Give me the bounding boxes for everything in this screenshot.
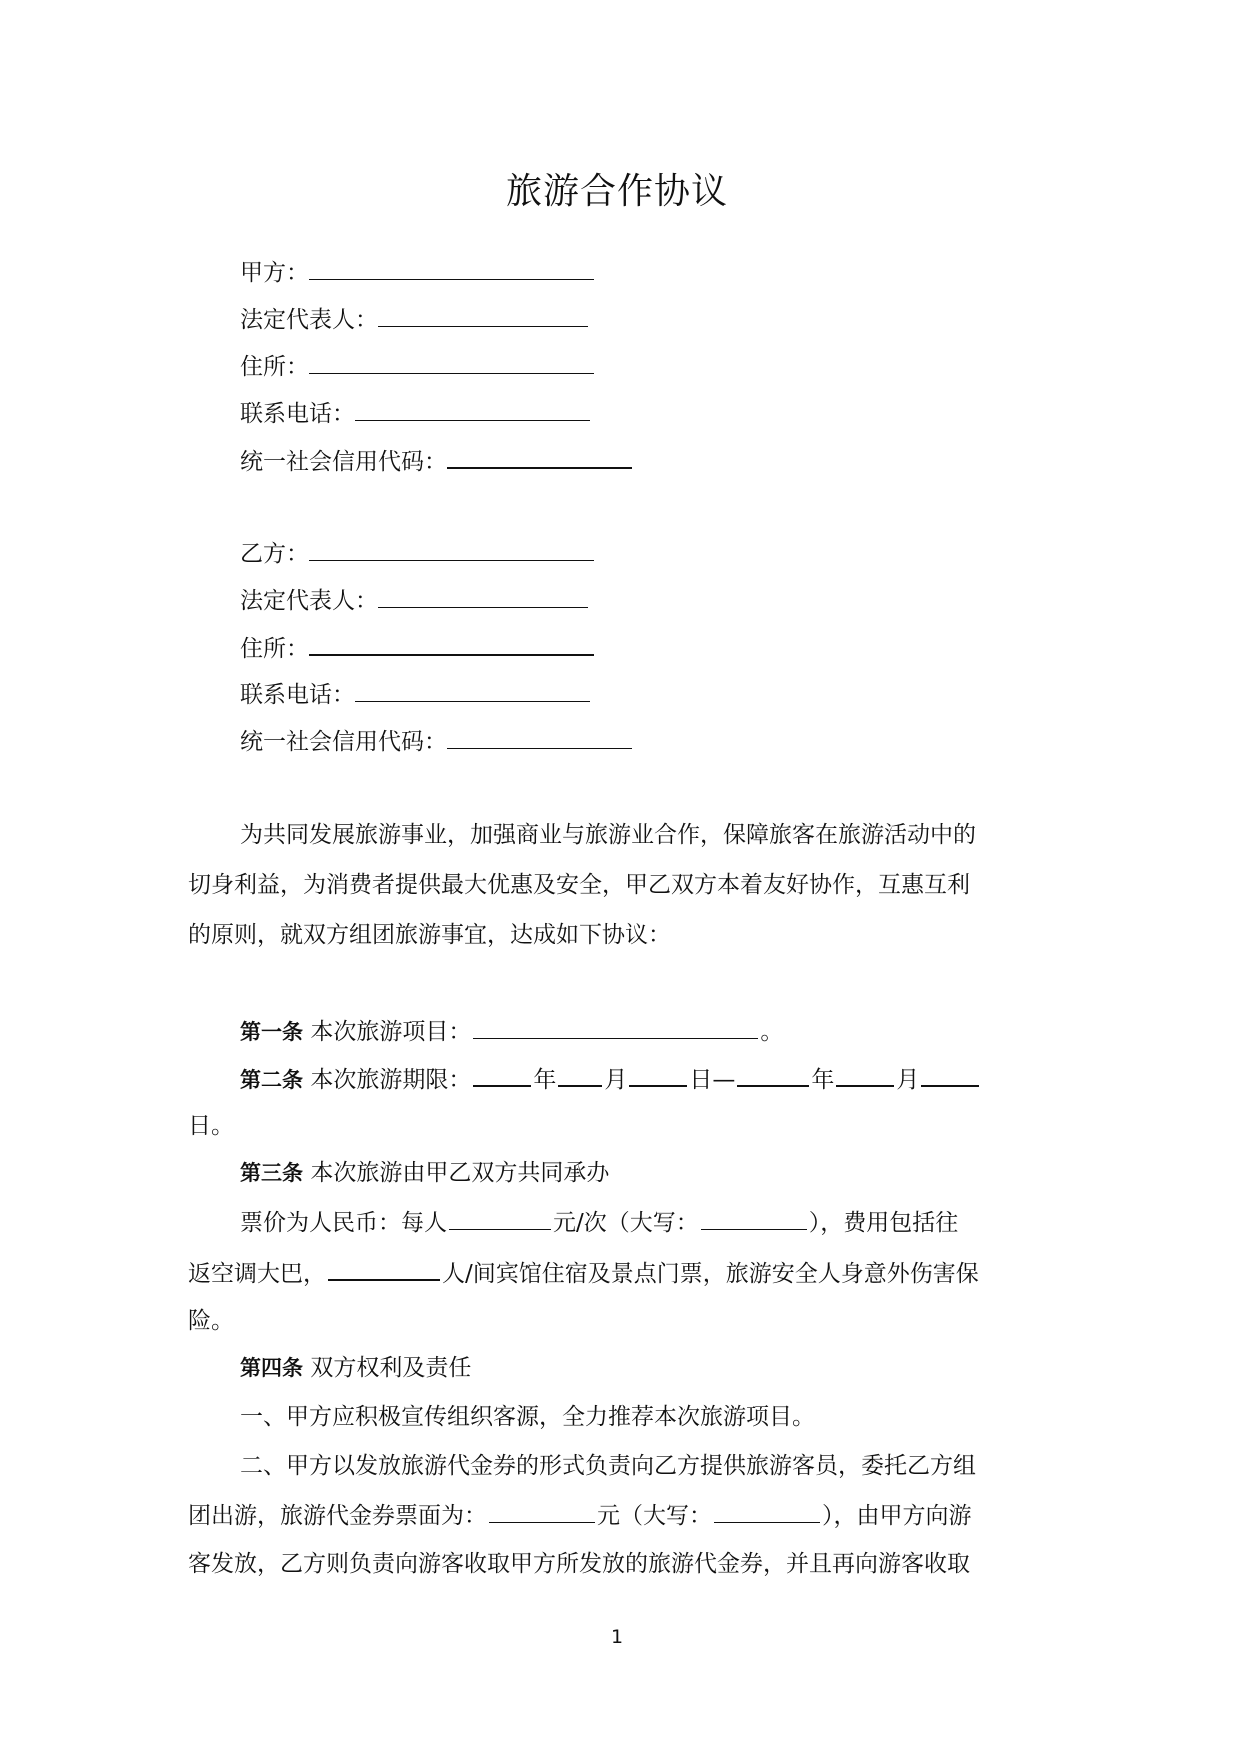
article-1-text: 本次旅游项目： <box>310 1019 472 1045</box>
article-2-text: 本次旅游期限： <box>310 1067 472 1093</box>
party-a-address-blank[interactable] <box>309 351 594 374</box>
article-4-heading: 第四条 <box>240 1356 303 1380</box>
party-b-name-blank[interactable] <box>309 538 594 561</box>
article-2-end-day-blank[interactable] <box>921 1063 979 1087</box>
article-3-price-uppercase-blank[interactable] <box>701 1207 807 1230</box>
article-2-day-dash-label: 日— <box>689 1067 736 1093</box>
article-4-voucher-label: 团出游，旅游代金券票面为： <box>188 1503 487 1529</box>
article-4 <box>240 1353 471 1383</box>
article-4-voucher-unit: 元（大写： <box>597 1503 712 1529</box>
page-number: 1 <box>610 1626 624 1648</box>
party-a-rep-label: 法定代表人： <box>240 307 378 333</box>
party-a-credit-code <box>240 445 632 477</box>
article-3-price-label: 票价为人民币：每人 <box>240 1210 447 1236</box>
article-2-start-year-blank[interactable] <box>473 1063 531 1087</box>
article-2-month2-label: 月 <box>896 1067 920 1093</box>
article-4-voucher-tail: ），由甲方向游 <box>822 1503 972 1529</box>
article-1-heading: 第一条 <box>240 1020 303 1044</box>
article-2-end-month-blank[interactable] <box>836 1063 894 1087</box>
party-b-credit-code <box>240 726 632 757</box>
preamble-line-1: 为共同发展旅游事业，加强商业与旅游业合作，保障旅客在旅游活动中的 <box>240 822 976 848</box>
party-a-address <box>240 351 594 382</box>
document-title: 旅游合作协议 <box>505 171 728 212</box>
article-3-heading: 第三条 <box>240 1161 303 1185</box>
article-3-text: 本次旅游由甲乙双方共同承办 <box>310 1160 610 1186</box>
article-2-month-label: 月 <box>604 1067 628 1093</box>
article-2-start-month-blank[interactable] <box>558 1063 602 1087</box>
article-4-item-2-line-2 <box>188 1500 972 1531</box>
article-3-bus-label: 返空调大巴， <box>188 1261 326 1287</box>
party-a-name <box>240 257 594 288</box>
party-b-phone-label: 联系电话： <box>240 682 355 708</box>
party-b-rep-label: 法定代表人： <box>240 588 378 614</box>
party-b-name-label: 乙方： <box>240 541 309 567</box>
article-3-room-blank[interactable] <box>328 1257 440 1281</box>
party-a-credit-label: 统一社会信用代码： <box>240 449 447 475</box>
party-b-rep <box>240 585 588 616</box>
party-a-rep-blank[interactable] <box>378 304 588 327</box>
article-3-price-unit: 元/次（大写： <box>553 1210 699 1236</box>
party-b-address-blank[interactable] <box>309 632 594 656</box>
preamble-line-3: 的原则，就双方组团旅游事宜，达成如下协议： <box>188 922 671 948</box>
article-1-project-blank[interactable] <box>473 1016 758 1039</box>
article-4-text: 双方权利及责任 <box>310 1355 472 1381</box>
article-4-voucher-uppercase-blank[interactable] <box>714 1500 820 1523</box>
article-3-price-blank[interactable] <box>449 1207 551 1230</box>
party-a-phone-label: 联系电话： <box>240 401 355 427</box>
article-3-price-tail: ），费用包括往 <box>808 1210 959 1236</box>
article-3-line-2 <box>188 1257 979 1289</box>
party-b-address <box>240 632 594 664</box>
article-3-price-line <box>240 1207 958 1238</box>
preamble-line-2: 切身利益，为消费者提供最大优惠及安全，甲乙双方本着友好协作，互惠互利 <box>188 872 970 898</box>
article-3 <box>240 1158 609 1188</box>
party-b-address-label: 住所： <box>240 636 309 662</box>
party-b-credit-blank[interactable] <box>447 726 632 749</box>
article-4-item-2-line-3: 客发放，乙方则负责向游客收取甲方所发放的旅游代金券，并且再向游客收取 <box>188 1551 970 1577</box>
article-2-continuation: 日。 <box>188 1113 234 1139</box>
party-a-rep <box>240 304 588 335</box>
article-3-line-3: 险。 <box>188 1308 234 1334</box>
party-b-phone <box>240 679 590 710</box>
article-1 <box>240 1016 783 1047</box>
article-4-voucher-amount-blank[interactable] <box>489 1500 595 1523</box>
article-2 <box>240 1063 981 1095</box>
article-2-year-label: 年 <box>533 1067 557 1093</box>
article-2-end-year-blank[interactable] <box>737 1063 809 1087</box>
party-a-credit-blank[interactable] <box>447 445 632 469</box>
party-a-name-blank[interactable] <box>309 257 594 280</box>
article-3-room-text: 人/间宾馆住宿及景点门票，旅游安全人身意外伤害保 <box>442 1261 979 1287</box>
party-b-phone-blank[interactable] <box>355 679 590 702</box>
article-2-heading: 第二条 <box>240 1068 303 1092</box>
party-a-name-label: 甲方： <box>240 260 309 286</box>
article-2-year2-label: 年 <box>811 1067 835 1093</box>
article-4-item-2-line-1: 二、甲方以发放旅游代金券的形式负责向乙方提供旅游客员，委托乙方组 <box>240 1453 976 1479</box>
party-a-address-label: 住所： <box>240 354 309 380</box>
article-4-item-1: 一、甲方应积极宣传组织客源，全力推荐本次旅游项目。 <box>240 1404 815 1430</box>
party-a-phone <box>240 398 590 429</box>
article-2-start-day-blank[interactable] <box>629 1063 687 1087</box>
party-b-rep-blank[interactable] <box>378 585 588 608</box>
party-b-credit-label: 统一社会信用代码： <box>240 729 447 755</box>
party-a-phone-blank[interactable] <box>355 398 590 421</box>
party-b-name <box>240 538 594 569</box>
article-1-end: 。 <box>760 1019 784 1045</box>
